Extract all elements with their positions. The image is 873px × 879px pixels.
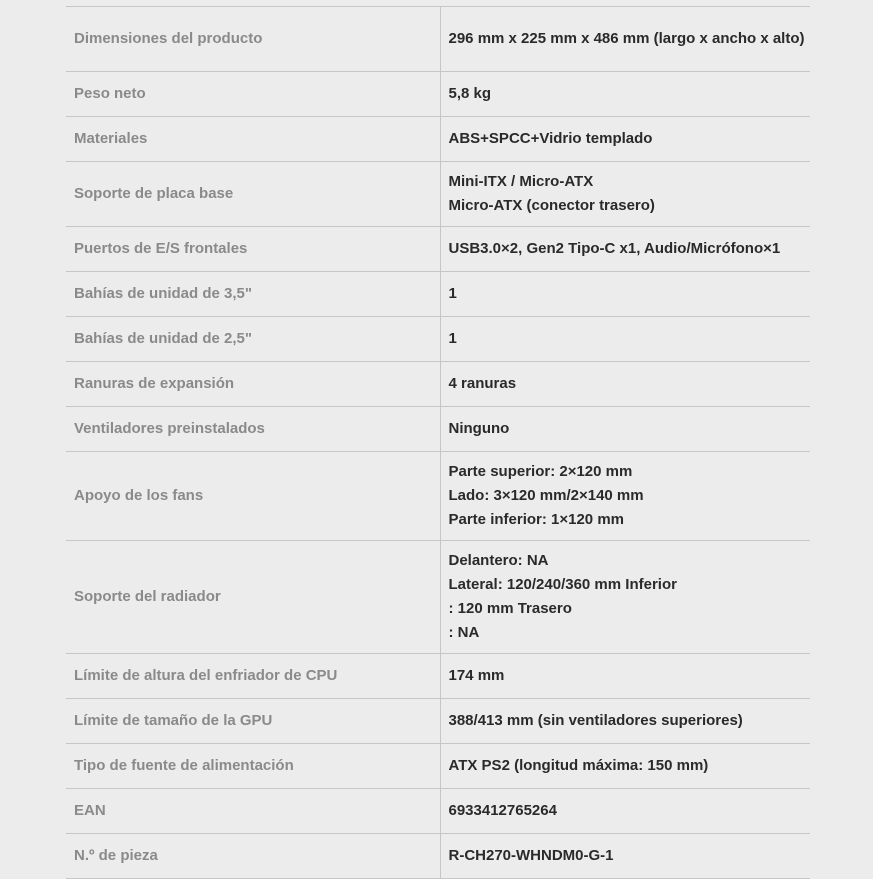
spec-value-line: Ninguno [448, 420, 510, 437]
spec-value-part-number [440, 834, 810, 879]
spec-label-expansion-slots: Ranuras de expansión [66, 362, 440, 407]
table-row [66, 744, 810, 789]
table-row [66, 227, 810, 272]
spec-label-cpu-cooler-height: Límite de altura del enfriador de CPU [66, 654, 440, 699]
table-row [66, 789, 810, 834]
spec-value-line: 1 [448, 285, 457, 302]
spec-value-line: ATX PS2 (longitud máxima: 150 mm) [448, 757, 709, 774]
table-row [66, 362, 810, 407]
spec-label-motherboard: Soporte de placa base [66, 162, 440, 227]
table-row [66, 654, 810, 699]
table-row [66, 452, 810, 541]
spec-label-dimensions: Dimensiones del producto [66, 7, 440, 72]
spec-label-bays-25: Bahías de unidad de 2,5" [66, 317, 440, 362]
spec-value-line: Lado: 3×120 mm/2×140 mm [448, 487, 644, 504]
spec-value-line: ABS+SPCC+Vidrio templado [448, 130, 653, 147]
spec-label-weight: Peso neto [66, 72, 440, 117]
spec-value-ean [440, 789, 810, 834]
spec-value-expansion-slots [440, 362, 810, 407]
spec-label-gpu-length: Límite de tamaño de la GPU [66, 699, 440, 744]
spec-value-line: 388/413 mm (sin ventiladores superiores) [448, 712, 743, 729]
spec-label-materials: Materiales [66, 117, 440, 162]
table-row [66, 834, 810, 879]
table-row [66, 162, 810, 227]
spec-value-fan-support [440, 452, 810, 541]
spec-table [66, 6, 810, 879]
spec-value-line: Delantero: NA [448, 552, 549, 569]
table-row [66, 541, 810, 654]
spec-value-line: Parte superior: 2×120 mm [448, 463, 633, 480]
spec-value-cpu-cooler-height [440, 654, 810, 699]
spec-value-radiator-support [440, 541, 810, 654]
spec-value-psu-type [440, 744, 810, 789]
spec-value-line: Mini-ITX / Micro-ATX [448, 173, 594, 190]
spec-value-line: USB3.0×2, Gen2 Tipo-C x1, Audio/Micrófono×1 [448, 240, 781, 257]
spec-value-bays-35 [440, 272, 810, 317]
spec-value-weight [440, 72, 810, 117]
spec-value-line: R-CH270-WHNDM0-G-1 [448, 847, 614, 864]
table-row [66, 7, 810, 72]
table-row [66, 407, 810, 452]
spec-label-fan-support: Apoyo de los fans [66, 452, 440, 541]
spec-label-preinstalled-fans: Ventiladores preinstalados [66, 407, 440, 452]
spec-value-gpu-length [440, 699, 810, 744]
spec-value-line: 296 mm x 225 mm x 486 mm (largo x ancho x alto) [448, 30, 805, 47]
spec-label-psu-type: Tipo de fuente de alimentación [66, 744, 440, 789]
spec-value-line: : NA [448, 624, 480, 641]
spec-value-dimensions [440, 7, 810, 72]
spec-label-front-io: Puertos de E/S frontales [66, 227, 440, 272]
spec-value-line: 174 mm [448, 667, 505, 684]
spec-value-line: Lateral: 120/240/360 mm Inferior [448, 576, 677, 593]
spec-value-line: 6933412765264 [448, 802, 557, 819]
spec-value-line: 5,8 kg [448, 85, 492, 102]
spec-value-line: Parte inferior: 1×120 mm [448, 511, 624, 528]
spec-value-front-io [440, 227, 810, 272]
spec-label-radiator-support: Soporte del radiador [66, 541, 440, 654]
spec-value-line: : 120 mm Trasero [448, 600, 572, 617]
spec-value-line: 4 ranuras [448, 375, 517, 392]
spec-value-materials [440, 117, 810, 162]
table-row [66, 699, 810, 744]
table-row [66, 317, 810, 362]
spec-value-line: Micro-ATX (conector trasero) [448, 197, 655, 214]
spec-label-bays-35: Bahías de unidad de 3,5" [66, 272, 440, 317]
spec-value-line: 1 [448, 330, 457, 347]
table-row [66, 117, 810, 162]
spec-value-bays-25 [440, 317, 810, 362]
table-row [66, 272, 810, 317]
spec-label-part-number: N.º de pieza [66, 834, 440, 879]
table-row [66, 72, 810, 117]
spec-value-motherboard [440, 162, 810, 227]
spec-value-preinstalled-fans [440, 407, 810, 452]
spec-label-ean: EAN [66, 789, 440, 834]
